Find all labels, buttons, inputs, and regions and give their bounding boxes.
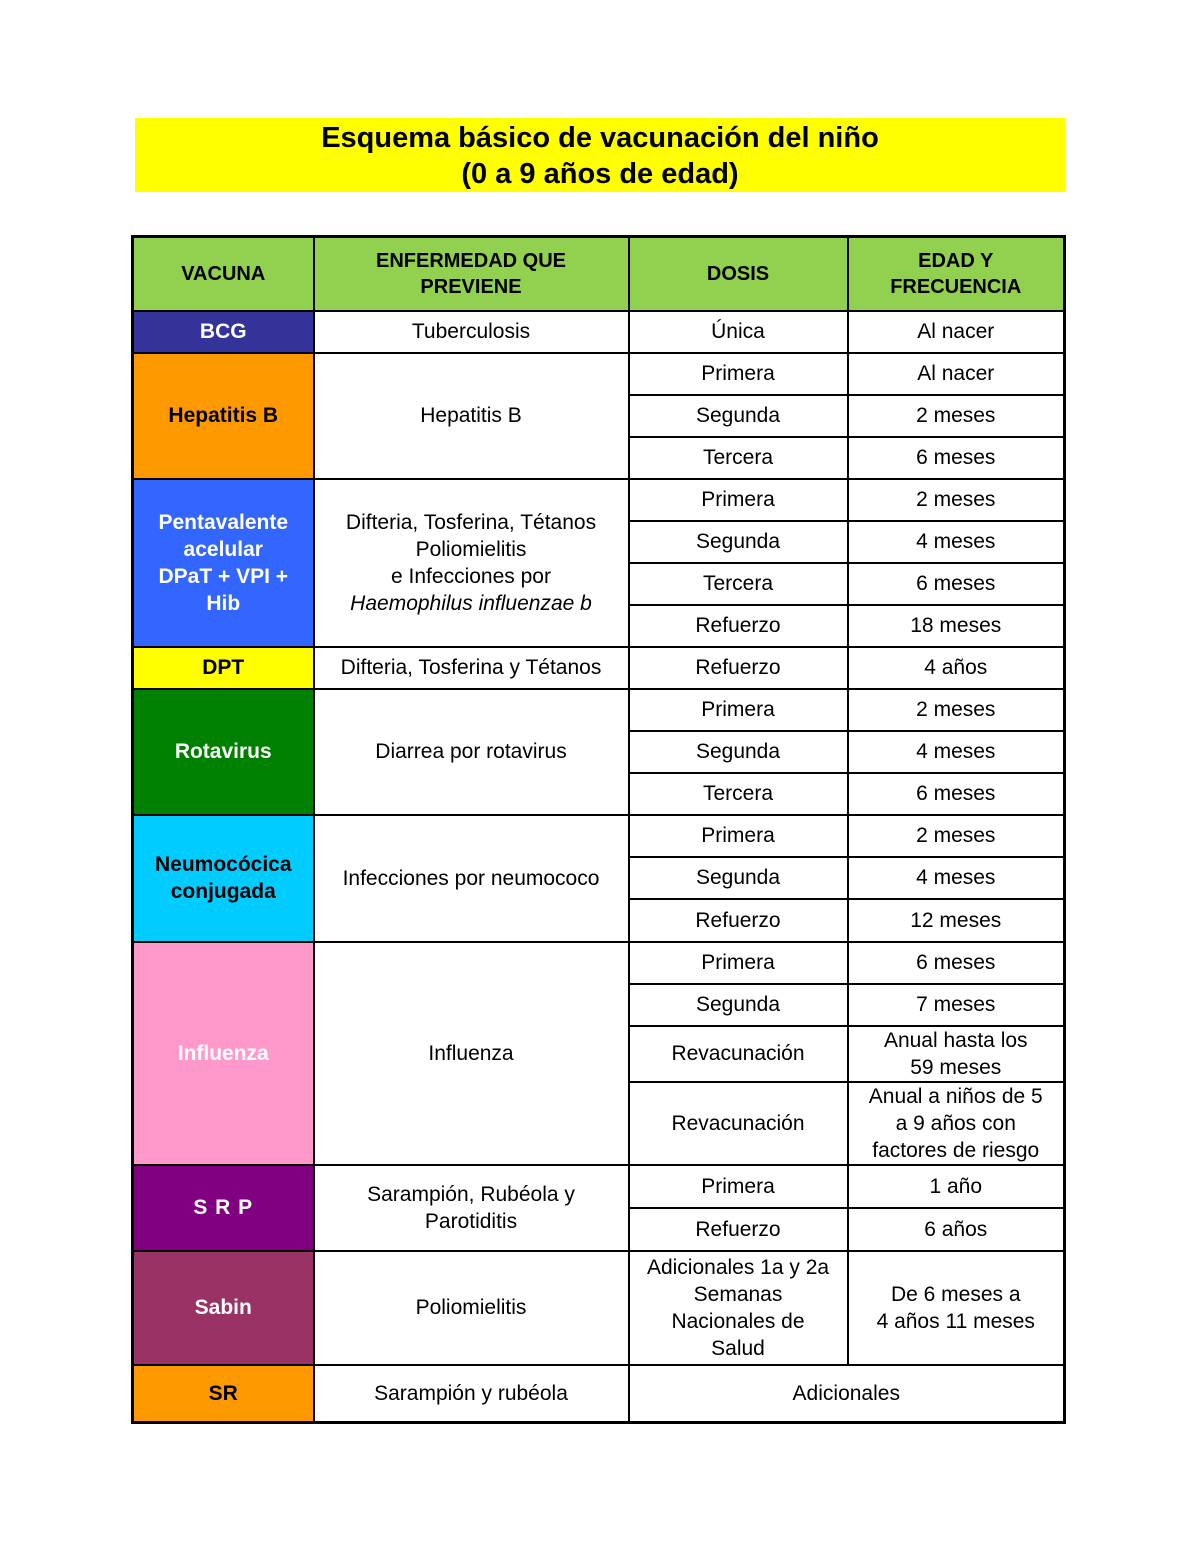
dose-cell: Primera xyxy=(629,689,848,731)
dose-cell: Refuerzo xyxy=(629,1208,848,1251)
vaccine-hepatitis-b: Hepatitis B xyxy=(133,353,314,479)
dose-cell: Revacunación xyxy=(629,1082,848,1165)
vaccine-name-line: Neumocócica xyxy=(154,853,292,876)
disease-line: Sarampión, Rubéola y xyxy=(367,1182,575,1206)
dose-line: Salud xyxy=(711,1336,765,1360)
vaccine-name-line: Pentavalente xyxy=(158,510,289,534)
page-title xyxy=(135,118,1065,192)
disease-cell: Tuberculosis xyxy=(314,311,629,353)
age-cell: 6 meses xyxy=(848,773,1065,815)
table-row xyxy=(133,689,1065,731)
disease-line: Poliomielitis xyxy=(415,537,527,561)
age-cell: 2 meses xyxy=(848,395,1065,437)
vaccine-influenza: Influenza xyxy=(133,942,314,1165)
age-line: 59 meses xyxy=(910,1055,1002,1079)
header-dosis: DOSIS xyxy=(629,237,848,311)
dose-cell: Primera xyxy=(629,942,848,984)
table-row xyxy=(133,479,1065,521)
dose-cell: Primera xyxy=(629,353,848,395)
header-row xyxy=(133,237,1065,311)
table-row xyxy=(133,942,1065,984)
age-line: De 6 meses a xyxy=(890,1282,1021,1306)
vaccine-name-line: Hib xyxy=(206,591,241,615)
age-cell: 6 meses xyxy=(848,942,1065,984)
title-line-2: (0 a 9 años de edad) xyxy=(461,158,739,190)
header-enfermedad-line1: ENFERMEDAD QUE xyxy=(375,249,566,272)
header-enfermedad xyxy=(314,237,629,311)
disease-cell: Sarampión y rubéola xyxy=(314,1365,629,1423)
header-edad xyxy=(848,237,1065,311)
age-cell: 6 meses xyxy=(848,563,1065,605)
age-cell: Al nacer xyxy=(848,311,1065,353)
age-cell: 1 año xyxy=(848,1165,1065,1208)
dose-cell: Tercera xyxy=(629,437,848,479)
age-cell: 6 meses xyxy=(848,437,1065,479)
dose-cell: Refuerzo xyxy=(629,899,848,942)
dose-cell: Revacunación xyxy=(629,1026,848,1082)
age-line: a 9 años con xyxy=(895,1111,1016,1135)
dose-cell: Primera xyxy=(629,479,848,521)
dose-cell: Segunda xyxy=(629,984,848,1026)
vaccine-bcg: BCG xyxy=(133,311,314,353)
disease-cell: Diarrea por rotavirus xyxy=(314,689,629,815)
age-cell: 2 meses xyxy=(848,689,1065,731)
header-edad-line1: EDAD Y xyxy=(918,249,994,272)
title-line-1: Esquema básico de vacunación del niño xyxy=(321,122,879,154)
vaccine-sabin: Sabin xyxy=(133,1251,314,1365)
vaccine-neumococica xyxy=(133,815,314,942)
age-cell: 12 meses xyxy=(848,899,1065,942)
disease-cell: Poliomielitis xyxy=(314,1251,629,1365)
vaccine-pentavalente xyxy=(133,479,314,647)
age-cell: 4 meses xyxy=(848,857,1065,899)
table-row xyxy=(133,815,1065,857)
dose-cell: Tercera xyxy=(629,563,848,605)
dose-cell: Única xyxy=(629,311,848,353)
age-line: 4 años 11 meses xyxy=(876,1309,1035,1333)
dose-cell: Segunda xyxy=(629,521,848,563)
age-cell: 6 años xyxy=(848,1208,1065,1251)
table-row xyxy=(133,1165,1065,1208)
age-cell: 4 meses xyxy=(848,521,1065,563)
vaccination-table xyxy=(131,235,1066,1424)
vaccine-sr: SR xyxy=(133,1365,314,1423)
disease-line: Difteria, Tosferina, Tétanos xyxy=(345,510,597,534)
dose-cell: Primera xyxy=(629,815,848,857)
vaccine-name-line: DPaT + VPI + xyxy=(158,564,289,588)
dose-cell: Segunda xyxy=(629,857,848,899)
dose-cell: Segunda xyxy=(629,395,848,437)
disease-line: Haemophilus influenzae b xyxy=(350,591,592,615)
vaccine-srp: S R P xyxy=(133,1165,314,1251)
age-cell: Al nacer xyxy=(848,353,1065,395)
age-cell: 2 meses xyxy=(848,479,1065,521)
dose-cell: Primera xyxy=(629,1165,848,1208)
age-cell: 2 meses xyxy=(848,815,1065,857)
dose-line: Semanas xyxy=(693,1282,783,1306)
dose-line: Nacionales de xyxy=(671,1309,805,1333)
disease-line: Parotiditis xyxy=(424,1209,518,1233)
disease-cell: Influenza xyxy=(314,942,629,1165)
age-line: Anual hasta los xyxy=(883,1028,1028,1052)
header-vacuna: VACUNA xyxy=(133,237,314,311)
disease-line: e Infecciones por xyxy=(391,564,551,588)
age-cell: 7 meses xyxy=(848,984,1065,1026)
disease-cell: Hepatitis B xyxy=(314,353,629,479)
age-cell xyxy=(848,1082,1065,1165)
dose-cell: Segunda xyxy=(629,731,848,773)
age-cell: 18 meses xyxy=(848,605,1065,647)
vaccine-name-line: acelular xyxy=(183,537,263,561)
vaccine-name-line: conjugada xyxy=(170,880,276,903)
disease-cell xyxy=(314,1165,629,1251)
dose-age-cell: Adicionales xyxy=(629,1365,1065,1423)
dose-cell: Tercera xyxy=(629,773,848,815)
dose-line: Adicionales 1a y 2a xyxy=(646,1255,830,1279)
header-enfermedad-line2: PREVIENE xyxy=(420,275,522,298)
vaccine-rotavirus: Rotavirus xyxy=(133,689,314,815)
dose-cell: Refuerzo xyxy=(629,605,848,647)
vaccine-dpt: DPT xyxy=(133,647,314,689)
header-edad-line2: FRECUENCIA xyxy=(890,275,1022,298)
age-cell: 4 años xyxy=(848,647,1065,689)
age-cell xyxy=(848,1251,1065,1365)
table-row xyxy=(133,353,1065,395)
age-cell: 4 meses xyxy=(848,731,1065,773)
age-line: Anual a niños de 5 xyxy=(868,1084,1043,1108)
disease-cell: Infecciones por neumococo xyxy=(314,815,629,942)
table-row xyxy=(133,1365,1065,1423)
age-cell xyxy=(848,1026,1065,1082)
table-row xyxy=(133,647,1065,689)
table-row xyxy=(133,311,1065,353)
disease-cell: Difteria, Tosferina y Tétanos xyxy=(314,647,629,689)
table-row xyxy=(133,1251,1065,1365)
age-line: factores de riesgo xyxy=(872,1138,1040,1162)
dose-cell xyxy=(629,1251,848,1365)
disease-cell xyxy=(314,479,629,647)
dose-cell: Refuerzo xyxy=(629,647,848,689)
